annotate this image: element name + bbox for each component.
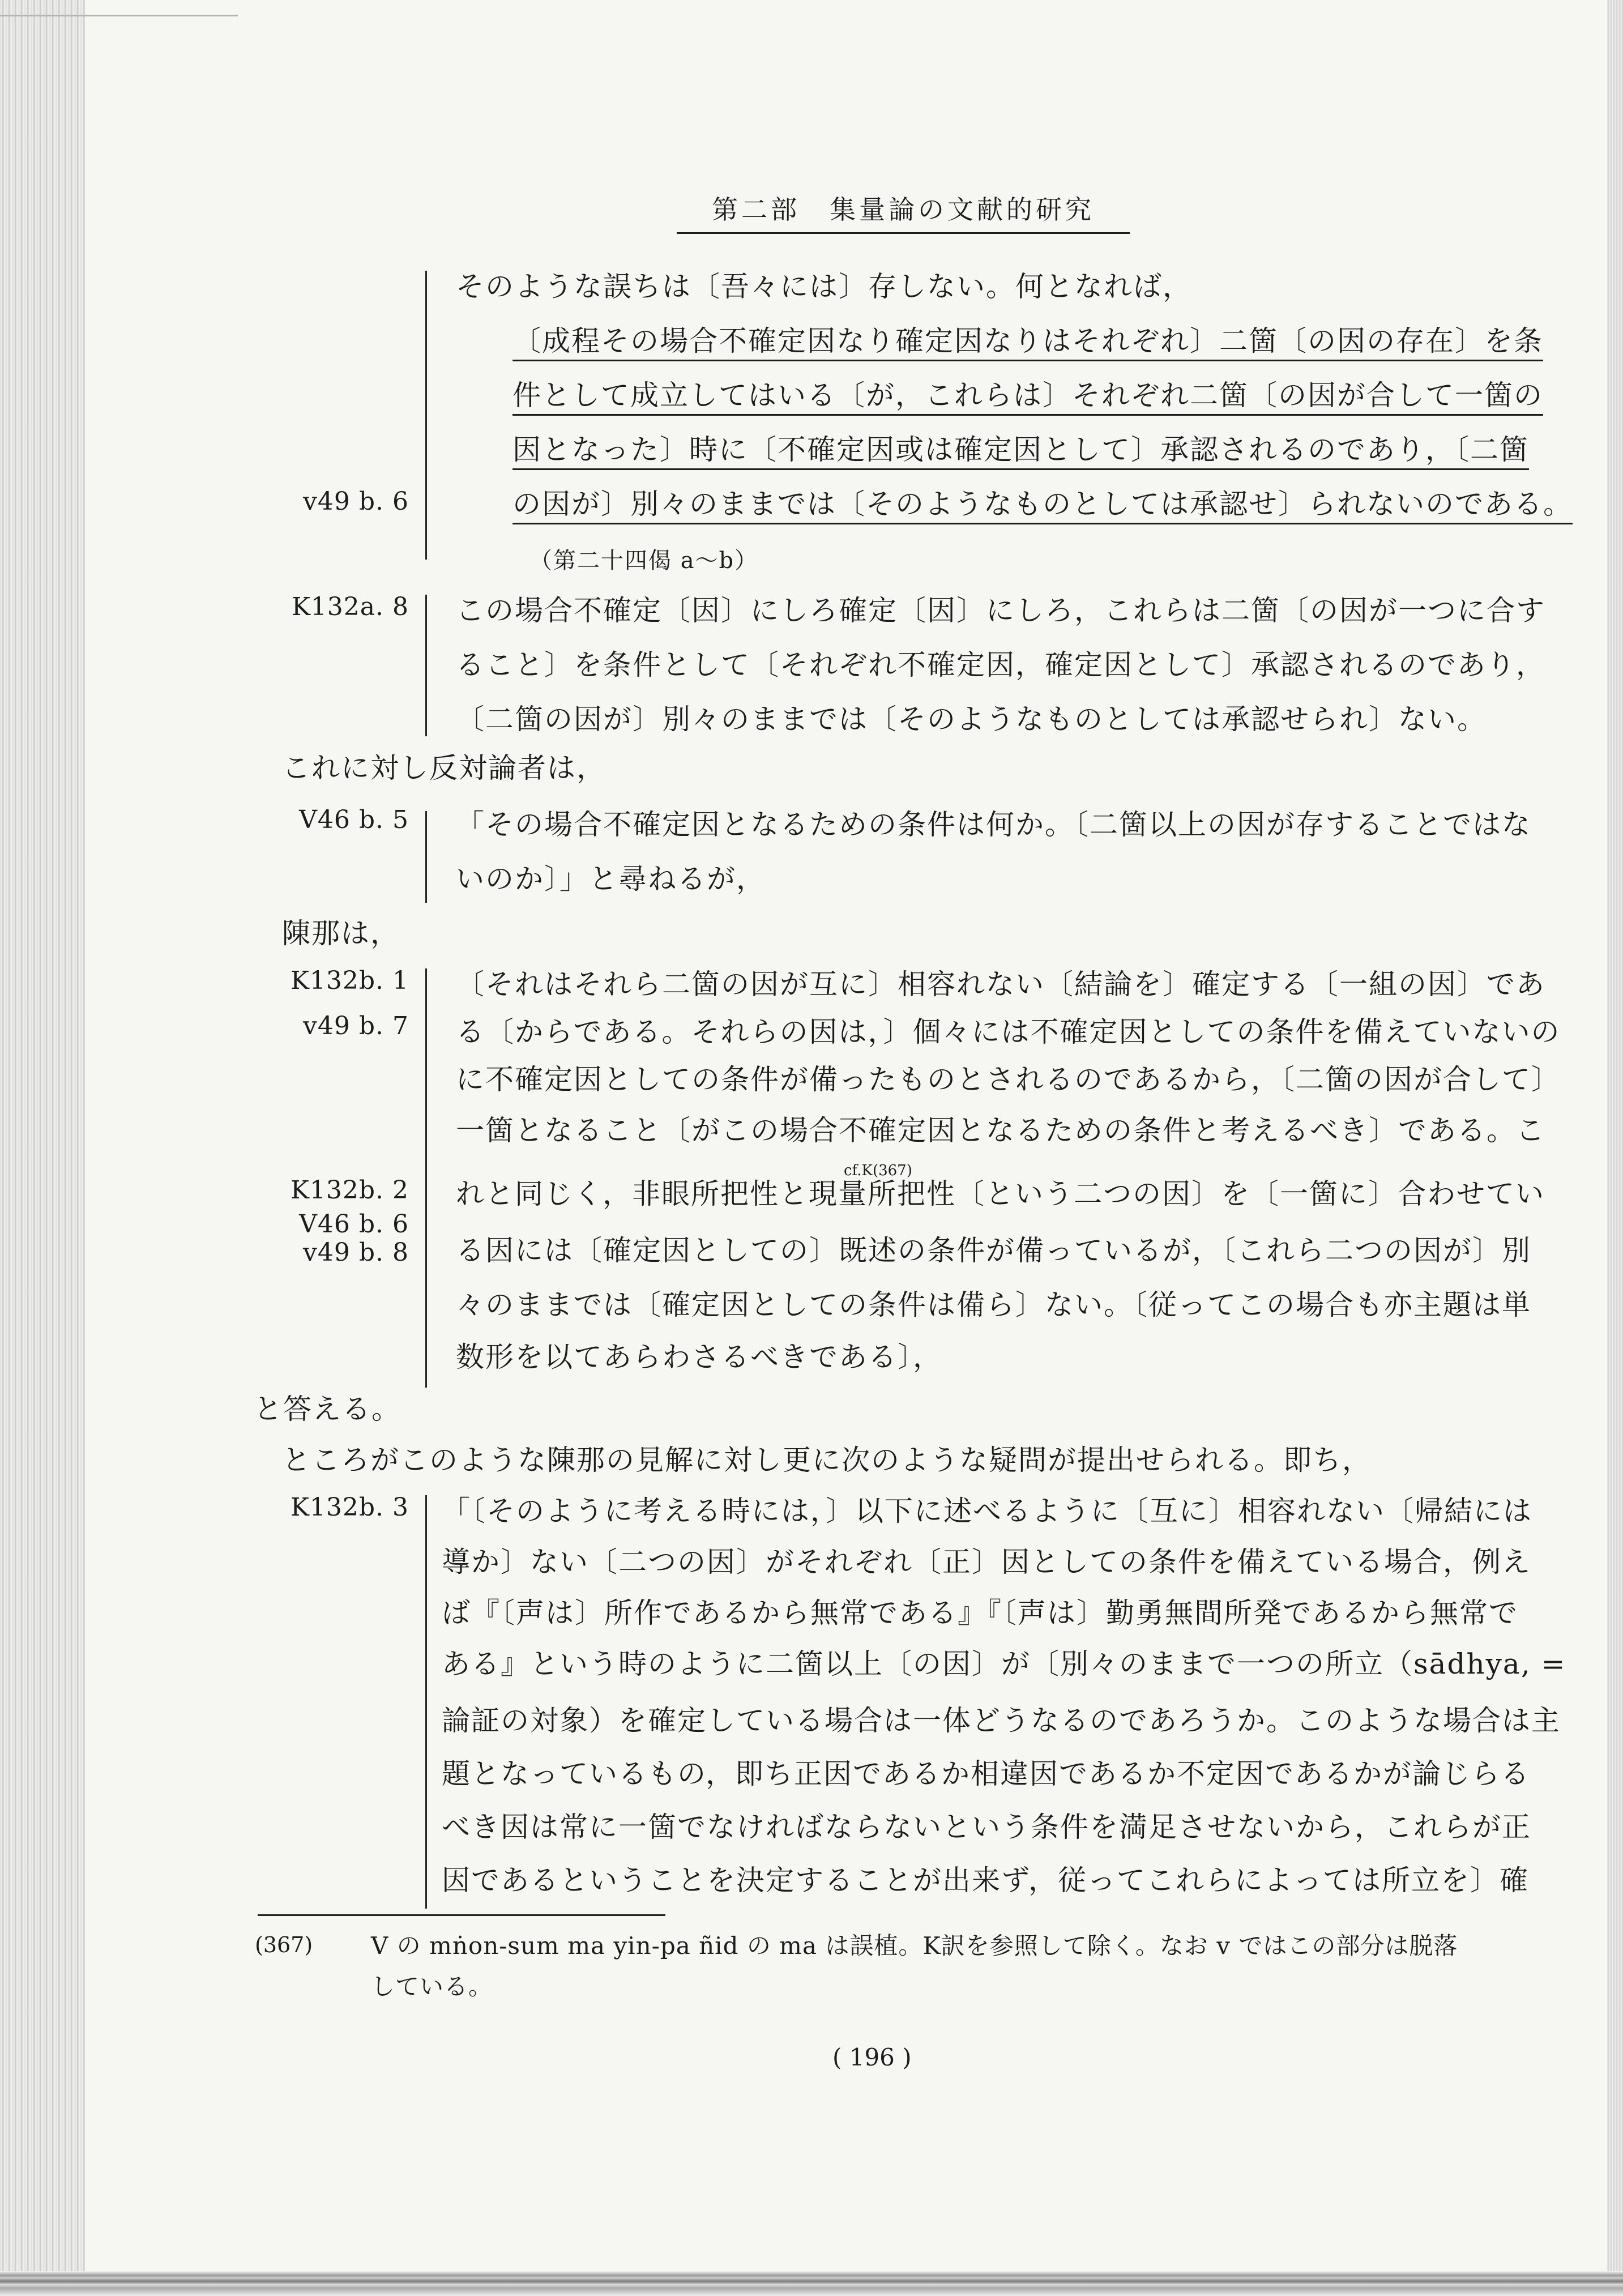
body-paragraph: ところがこのような陳那の見解に対し更に次のような疑問が提出せられる。即ち，	[282, 1444, 1372, 1476]
body-line: 「その場合不確定因となるための条件は何か。〔二箇以上の因が存することではな	[456, 808, 1531, 841]
scan-bottom-edge	[0, 2271, 1623, 2296]
body-line: 導か〕ない〔二つの因〕がそれぞれ〔正〕因としての条件を備えている場合，例え	[442, 1546, 1531, 1578]
body-line: 一箇となること〔がこの場合不確定因となるための条件と考えるべき〕である。こ	[456, 1114, 1545, 1147]
footnote-number: (367)	[255, 1932, 313, 1957]
body-line: 〔二箇の因が〕別々のままでは〔そのようなものとしては承認せられ〕ない。	[456, 703, 1487, 736]
scan-binding-edge	[0, 0, 85, 2296]
source-ref: K132b. 1	[291, 966, 409, 995]
scan-right-edge	[1607, 0, 1623, 2296]
body-paragraph: と答える。	[254, 1393, 401, 1426]
margin-bar	[425, 968, 427, 1388]
body-line: 々のままでは〔確定因としての条件は備ら〕ない。〔従ってこの場合も亦主題は単	[456, 1288, 1531, 1321]
running-header: 第二部 集量論の文献的研究	[677, 189, 1130, 234]
verse-line: 件として成立してはいる〔が，これらは〕それぞれ二箇〔の因が合して一箇の	[512, 379, 1543, 412]
scan-artifact-line	[0, 15, 238, 16]
source-ref: K132b. 3	[291, 1493, 409, 1522]
body-line: ある』という時のように二箇以上〔の因〕が〔別々のままで一つの所立（sādhya, =	[442, 1648, 1566, 1680]
margin-bar	[425, 811, 427, 903]
body-line: ば『〔声は〕所作であるから無常である』『〔声は〕勤勇無間所発であるから無常で	[442, 1597, 1518, 1629]
source-ref: K132a. 8	[291, 592, 409, 621]
source-ref: V46 b. 6	[299, 1210, 409, 1239]
verse-line: 因となった〕時に〔不確定因或は確定因として〕承認されるのであり，〔二箇	[512, 433, 1529, 466]
source-ref: v49 b. 8	[303, 1238, 409, 1267]
body-line: ること〕を条件として〔それぞれ不確定因，確定因として〕承認されるのであり，	[456, 648, 1545, 681]
body-line: 論証の対象）を確定している場合は一体どうなるのであろうか。このような場合は主	[442, 1704, 1561, 1737]
verse-line: の因が〕別々のままでは〔そのようなものとしては承認せ〕られないのである。	[512, 488, 1573, 520]
footnote-text	[371, 1926, 1458, 2007]
source-ref: v49 b. 7	[303, 1012, 409, 1040]
verse-line: 〔成程その場合不確定因なり確定因なりはそれぞれ〕二箇〔の因の存在〕を条	[512, 325, 1543, 357]
body-line: れと同じく，非眼所把性と現量所把性〔という二つの因〕を〔一箇に〕合わせてい	[456, 1177, 1545, 1210]
body-line: 「〔そのように考える時には，〕以下に述べるように〔互に〕相容れない〔帰結には	[442, 1495, 1532, 1527]
body-line: 数形を以てあらわさるべきである〕，	[456, 1341, 942, 1373]
footnote-rule	[258, 1914, 665, 1916]
footnote-line: している。	[371, 1973, 493, 2000]
body-paragraph: 陳那は，	[282, 917, 400, 950]
margin-bar	[425, 1495, 427, 1909]
margin-bar	[425, 271, 427, 560]
body-line: に不確定因としての条件が備ったものとされるのであるから，〔二箇の因が合して〕	[456, 1063, 1561, 1096]
body-line: そのような誤ちは〔吾々には〕存しない。何となれば，	[456, 270, 1192, 303]
body-line: 因であるということを決定することが出来ず，従ってこれらによっては所立を〕確	[442, 1864, 1529, 1897]
page-number: ( 196 )	[832, 2043, 912, 2071]
body-paragraph: これに対し反対論者は，	[282, 752, 606, 784]
source-ref: v49 b. 6	[303, 487, 409, 516]
body-line: 題となっているもの，即ち正因であるか相違因であるか不定因であるかが論じらる	[442, 1757, 1530, 1790]
source-ref: K132b. 2	[291, 1176, 409, 1205]
body-line: 〔それはそれら二箇の因が互に〕相容れない〔結論を〕確定する〔一組の因〕であ	[456, 968, 1545, 1001]
source-ref: V46 b. 5	[299, 805, 409, 834]
footnote-line: V の mṅon-sum ma yin-pa ñid の ma は誤植。K訳を参照して除く。なお v ではこの部分は脱落	[371, 1932, 1458, 1960]
body-line: る因には〔確定因としての〕既述の条件が備っているが，〔これら二つの因が〕別	[456, 1234, 1531, 1267]
body-line: この場合不確定〔因〕にしろ確定〔因〕にしろ，これらは二箇〔の因が一つに合す	[456, 594, 1545, 627]
verse-note: （第二十四偈 a～b）	[529, 548, 759, 574]
body-line: る〔からである。それらの因は，〕個々には不確定因としての条件を備えていないの	[456, 1015, 1561, 1048]
cf-note: cf.K(367)	[844, 1162, 912, 1179]
body-line: いのか〕」と尋ねるが，	[456, 863, 766, 895]
margin-bar	[425, 595, 427, 736]
body-line: べき因は常に一箇でなければならないという条件を満足させないから，これらが正	[442, 1811, 1531, 1843]
